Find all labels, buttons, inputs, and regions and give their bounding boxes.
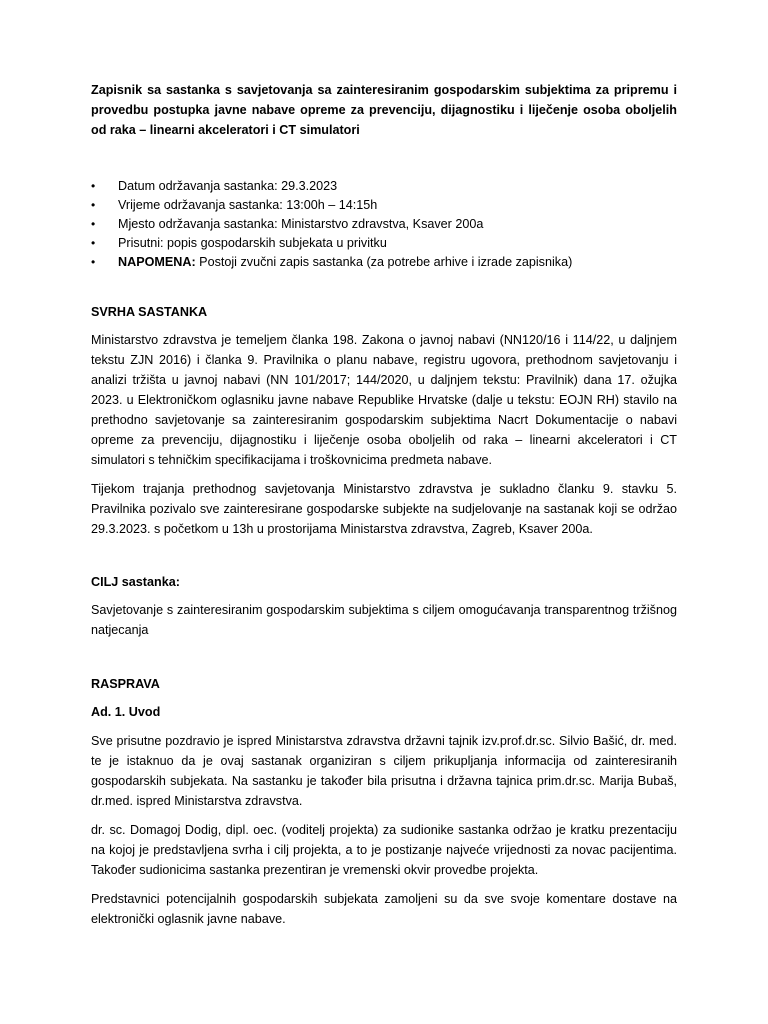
discussion-paragraph: dr. sc. Domagoj Dodig, dipl. oec. (voditelj projekta) za sudionike sastanka održao je kratku prezentaciju na kojoj je predstavljena svrha i cilj projekta, a to je postizanje najveće vrijednosti za novac pacijentima. Također sudionicima sastanka prezentiran je vremenski okvir provedbe projekta. [91, 823, 677, 877]
goal-paragraph: Savjetovanje s zainteresiranim gospodarskim subjektima s ciljem omogućavanja transparentnog tržišnog natjecanja [91, 603, 677, 637]
info-label: Vrijeme održavanja sastanka: [118, 198, 283, 212]
info-value: Postoji zvučni zapis sastanka (za potrebe arhive i izrade zapisnika) [199, 255, 573, 269]
bullet-icon: • [91, 179, 96, 193]
goal-heading: CILJ sastanka: [91, 575, 180, 589]
meeting-info-list [91, 177, 677, 272]
bullet-icon: • [91, 217, 96, 231]
info-value: Ministarstvo zdravstva, Ksaver 200a [281, 217, 484, 231]
bullet-icon: • [91, 236, 96, 250]
purpose-paragraph: Tijekom trajanja prethodnog savjetovanja Ministarstvo zdravstva je sukladno članku 9. stavku 5. Pravilnika pozivalo sve zainteresirane gospodarske subjekte na sudjelovanje na sastanak koji se održao 29.3.2023. s početkom u 13h u prostorijama Ministarstva zdravstva, Zagreb, Ksaver 200a. [91, 482, 677, 536]
info-item-time [91, 196, 677, 215]
info-item-date [91, 177, 677, 196]
bullet-icon: • [91, 255, 96, 269]
info-label: Datum održavanja sastanka: [118, 179, 278, 193]
bullet-icon: • [91, 198, 96, 212]
info-value: 13:00h – 14:15h [286, 198, 378, 212]
purpose-heading: SVRHA SASTANKA [91, 305, 208, 319]
info-label: Prisutni: [118, 236, 164, 250]
info-value: 29.3.2023 [281, 179, 338, 193]
info-value: popis gospodarskih subjekata u privitku [167, 236, 387, 250]
info-label: NAPOMENA: [118, 255, 196, 269]
discussion-subheading: Ad. 1. Uvod [91, 705, 161, 719]
discussion-heading: RASPRAVA [91, 677, 160, 691]
info-item-location [91, 215, 677, 234]
info-label: Mjesto održavanja sastanka: [118, 217, 278, 231]
info-item-attendees [91, 234, 677, 253]
document-page [91, 80, 677, 929]
purpose-paragraph: Ministarstvo zdravstva je temeljem članka 198. Zakona o javnoj nabavi (NN120/16 i 114/22, u daljnjem tekstu ZJN 2016) i članka 9. Pravilnika o planu nabave, registru ugovora, prethodnom savjetovanju i analizi tržišta u javnoj nabavi (NN 101/2017; 144/2020, u daljnjem tekstu: Pravilnik) dana 17. ožujka 2023. u Elektroničkom oglasniku javne nabave Republike Hrvatske (dalje u tekstu: EOJN RH) stavilo na prethodno savjetovanje sa zainteresiranim gospodarskim subjektima Nacrt Dokumentacije o nabavi opreme za prevenciju, dijagnostiku i liječenje osoba oboljelih od raka – linearni akceleratori i CT simulatori s tehničkim specifikacijama i troškovnicima predmeta nabave. [91, 333, 677, 467]
info-item-note [91, 253, 677, 272]
discussion-paragraph: Predstavnici potencijalnih gospodarskih subjekata zamoljeni su da sve svoje komentare dostave na elektronički oglasnik javne nabave. [91, 892, 677, 926]
document-title: Zapisnik sa sastanka s savjetovanja sa zainteresiranim gospodarskim subjektima za pripremu i provedbu postupka javne nabave opreme za prevenciju, dijagnostiku i liječenje osoba oboljelih od raka – linearni akceleratori i CT simulatori [91, 83, 677, 137]
discussion-paragraph: Sve prisutne pozdravio je ispred Ministarstva zdravstva državni tajnik izv.prof.dr.sc. Silvio Bašić, dr. med. te je istaknuo da je ovaj sastanak organiziran s ciljem prikupljanja informacija od zainteresiranih gospodarskih subjekata. Na sastanku je također bila prisutna i državna tajnica prim.dr.sc. Marija Bubaš, dr.med. ispred Ministarstva zdravstva. [91, 734, 677, 808]
